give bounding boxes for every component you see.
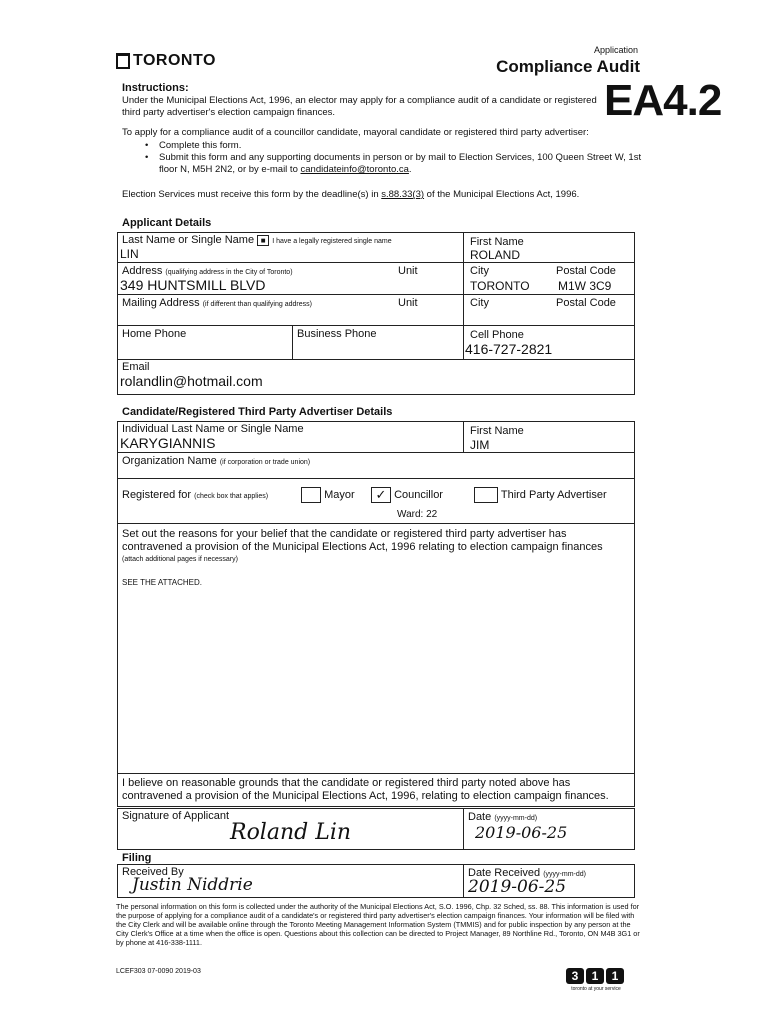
received-by-signature[interactable]: Justin Niddrie [132,875,253,895]
reasons-note: (attach additional pages if necessary) [122,556,238,563]
instruction-bullets [145,140,645,176]
instructions-para1: Under the Municipal Elections Act, 1996, an elector may apply for a compliance audit of a candidate or registered third party advertiser's election campaign finances. [122,95,597,118]
last-name-label: Last Name or Single Name ■ I have a legally registered single name [122,234,392,246]
applicant-cell-phone[interactable]: 416-727-2821 [465,341,553,357]
organization-label: Organization Name (if corporation or trade union) [122,455,311,467]
applicant-email[interactable]: rolandlin@hotmail.com [120,373,263,389]
received-by-label: Received By [122,866,184,878]
mailing-postal-label: Postal Code [556,297,616,309]
home-phone-label: Home Phone [122,328,187,340]
city-hall-icon [116,53,130,69]
councillor-checkbox[interactable]: ✓ [371,487,391,503]
reasons-text[interactable]: SEE THE ATTACHED. [122,578,203,587]
badge-digit: 1 [606,968,624,984]
mailing-unit-label: Unit [398,297,418,309]
bullet-item: • Complete this form. [145,140,645,152]
city-label: City [470,265,489,277]
applicant-last-name[interactable]: LIN [120,247,139,261]
date-received-label: Date Received (yyyy-mm-dd) [468,867,586,879]
form-title: Compliance Audit [496,57,640,76]
councillor-option: ✓ Councillor [371,487,443,503]
candidate-section-title: Candidate/Registered Third Party Advertiser Details [122,406,393,418]
mayor-option: Mayor [301,487,355,503]
city-logo [116,52,216,70]
address-label: Address (qualifying address in the City of Toronto) [122,265,293,277]
mailing-city-label: City [470,297,489,309]
applicant-signature[interactable]: Roland Lin [230,820,352,845]
applicant-first-name[interactable]: ROLAND [470,248,521,262]
applicant-section-title: Applicant Details [122,217,212,229]
postal-code-label: Postal Code [556,265,616,277]
311-logo [566,968,624,984]
candidate-first-name[interactable]: JIM [470,438,490,452]
belief-statement: I believe on reasonable grounds that the candidate or registered third party noted above has contravened a provision of the Municipal Elections Act, 1996, relating to election campaign finances. [122,777,609,802]
signature-label: Signature of Applicant [122,810,230,822]
form-id: LCEF303 07-0090 2019-03 [116,968,201,975]
instructions-heading: Instructions: [122,82,189,94]
applicant-box [117,232,635,395]
badge-digit: 1 [586,968,604,984]
application-label: Application [593,45,638,55]
applicant-city[interactable]: TORONTO [470,279,530,293]
cell-phone-label: Cell Phone [470,329,524,341]
filing-section-title: Filing [122,852,152,864]
email-link[interactable]: candidateinfo@toronto.ca [300,164,409,175]
business-phone-label: Business Phone [297,328,377,340]
candidate-last-name[interactable]: KARYGIANNIS [120,435,216,451]
privacy-notice: The personal information on this form is collected under the authority of the Municipal Elections Act, S.O. 1996, Chp. 32 Sched, ss. 88. This information is used for the purpose of applying for a compliance audit of a candidate's or registered third party advertiser's election campaign finances. Your information will be filed with the City Clerk and will be available online through the Toronto Meeting Management Information System (TMMIS) and for public inspection by any person at the City Clerk's Office at a time when the office is open. Questions about this collection can be directed to Project Manager, 89 Northline Rd., Toronto, ON M4B 3G1 or by phone at 416-338-1111. [116,902,640,947]
badge-digit: 3 [566,968,584,984]
ward-number: Ward: 22 [397,509,438,520]
deadline-text: Election Services must receive this form by the deadline(s) in s.88.33(3) of the Municipal Elections Act, 1996. [122,189,580,200]
third-party-option: Third Party Advertiser [474,487,607,503]
date-received-value[interactable]: 2019-06-25 [468,877,567,897]
mailing-address-label: Mailing Address (if different than qualifying address) [122,297,312,309]
311-tagline: toronto at your service [571,986,621,992]
candidate-first-name-label: First Name [470,425,524,437]
unit-label: Unit [398,265,418,277]
logo-text: TORONTO [133,52,216,69]
legal-single-name-checkbox[interactable]: ■ [257,235,269,246]
email-label: Email [122,361,150,373]
applicant-address[interactable]: 349 HUNTSMILL BLVD [120,277,266,293]
reasons-label: Set out the reasons for your belief that the candidate or registered third party advertiser has contravened a provision of the Municipal Elections Act, 1996 relating to election campaign finances [122,528,603,553]
date-label: Date (yyyy-mm-dd) [468,811,538,823]
statute-link[interactable]: s.88.33(3) [381,189,425,200]
applicant-postal-code[interactable]: M1W 3C9 [558,279,612,293]
candidate-last-name-label: Individual Last Name or Single Name [122,423,304,435]
mayor-checkbox[interactable] [301,487,321,503]
form-code: EA4.2 [604,76,722,125]
date-value[interactable]: 2019-06-25 [475,823,568,842]
registered-for-label: Registered for (check box that applies) [122,489,269,501]
instructions-para2: To apply for a compliance audit of a councillor candidate, mayoral candidate or registered third party advertiser: [122,127,589,138]
bullet-item: • Submit this form and any supporting documents in person or by mail to Election Services, 100 Queen Street W, 1st floor N, M5H 2N2, or by e-mail to candidateinfo@toronto.ca. [145,152,645,176]
third-party-checkbox[interactable] [474,487,498,503]
first-name-label: First Name [470,236,524,248]
